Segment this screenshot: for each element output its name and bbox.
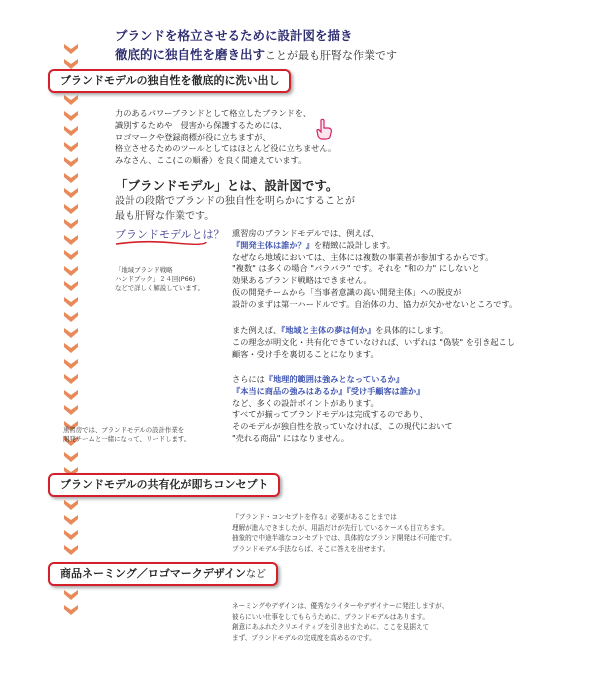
chevron-down-icon [64,359,78,369]
chevron-down-icon [64,515,78,525]
section2-heading: ブランドモデルの共有化が即ちコンセプト [48,473,280,497]
chevron-down-icon [64,111,78,121]
chevron-down-icon [64,219,78,229]
section1-para2: また例えば、『地域と主体の夢は何か』を具体的にします。 この理念が明文化・共有化できていなければ、いずれは "偽装" を引き起こし 顧客・受け手を裏切ることになります。 [232,325,515,359]
chevron-down-icon [64,250,78,260]
chevron-down-icon [64,188,78,198]
chevron-down-icon [64,297,78,307]
page-header [115,26,397,65]
chevron-down-icon [64,235,78,245]
chevron-down-icon [64,452,78,462]
chevron-down-icon [64,312,78,322]
chevron-down-icon [64,390,78,400]
header-line1: ブランドを格立させるために設計図を描き [115,28,353,43]
chevron-down-icon [64,405,78,415]
chevron-down-icon [64,343,78,353]
chevron-down-icon [64,530,78,540]
chevron-down-icon [64,281,78,291]
chevron-down-icon [64,605,78,615]
chevron-down-icon [64,126,78,136]
side-note: 「地域ブランド戦略 ハンドブック」２４回(P66) などで詳しく解説しています。 [115,266,204,292]
chevron-down-icon [64,545,78,555]
section1-headline: 「ブランドモデル」とは、設計図です。 [115,178,339,193]
section1-para3: さらには『地理的範囲は強みとなっているか』 『本当に商品の強みはあるか』『受け手顧客は誰か』 など、多くの設計ポイントがあります。 すべてが揃ってブランドモデルは完成するのであり、 そのモデルが独自性を放っていなければ、この現代において "売れる商品" にはなりません。 [232,374,453,443]
red-underline [115,239,207,247]
chevron-down-icon [64,374,78,384]
chevron-down-icon [64,142,78,152]
chevron-down-icon [64,157,78,167]
chevron-down-icon [64,95,78,105]
side-note-2: 熏習房では、ブランドモデルの設計作業を 開発チームと一緒になって、リードします。 [63,426,191,443]
pointing-hand-icon [313,118,335,144]
section1-sub: 設計の段階でブランドの独自性を明らかにすることが 最も肝腎な作業です。 [115,196,355,222]
question-label: ブランドモデルとは？ [115,226,224,242]
chevron-down-icon [64,500,78,510]
chevron-down-icon [64,44,78,54]
section3-body: ネーミングやデザインは、優秀なライターやデザイナーに発注しますが、 彼らにいい仕事をしてもらうために、ブランドモデルはあります。 創意にあふれたクリエイティブを引き出すために、ここを見据えて まず、ブランドモデルの完成度を高めるのです。 [232,602,449,642]
chevron-down-icon [64,328,78,338]
section1-heading: ブランドモデルの独自性を徹底的に洗い出し [48,69,291,93]
chevron-down-icon [64,590,78,600]
section3-heading: 商品ネーミング／ロゴマークデザインなど [48,562,278,586]
chevron-down-icon [64,59,78,69]
section1-para1: 熏習房のブランドモデルでは、例えば、 『開発主体は誰か？』を精緻に設計します。 なぜなら地域においては、主体には複数の事業者が参加するからです。 "複数" は多くの場合 "バラバラ" です。それを "和の力" にしないと 効果あるブランド戦略はできません。 仮の開発チームから「当事者意識の高い開発主体」への脱皮が 設計のまずは第一ハードルです。自治体の力、協力が欠かせないところです。 [232,228,518,309]
header-line2: 徹底的に独自性を磨き出すことが最も肝腎な作業です [115,47,398,62]
section1-intro: 力のあるパワーブランドとして格立したブランドを、 識別するためや 侵害から保護するためには、 ロゴマークや登録商標が役に立ちますが、 格立させるためのツールとしてはほとんど役に立ちません。 みなさん、ここ(この順番）を良く間違えています。 [115,108,337,166]
chevron-down-icon [64,266,78,276]
chevron-down-icon [64,204,78,214]
chevron-down-icon [64,173,78,183]
section2-body: 『ブランド・コンセプトを作る』必要があることまでは 理解が進んできましたが、用語だけが先行しているケースも目立ちます。 抽象的で中途半端なコンセプトでは、具体的なブランド開発は不可能です。 ブランドモデル手法ならば、そこに答えを出せます。 [232,513,456,553]
